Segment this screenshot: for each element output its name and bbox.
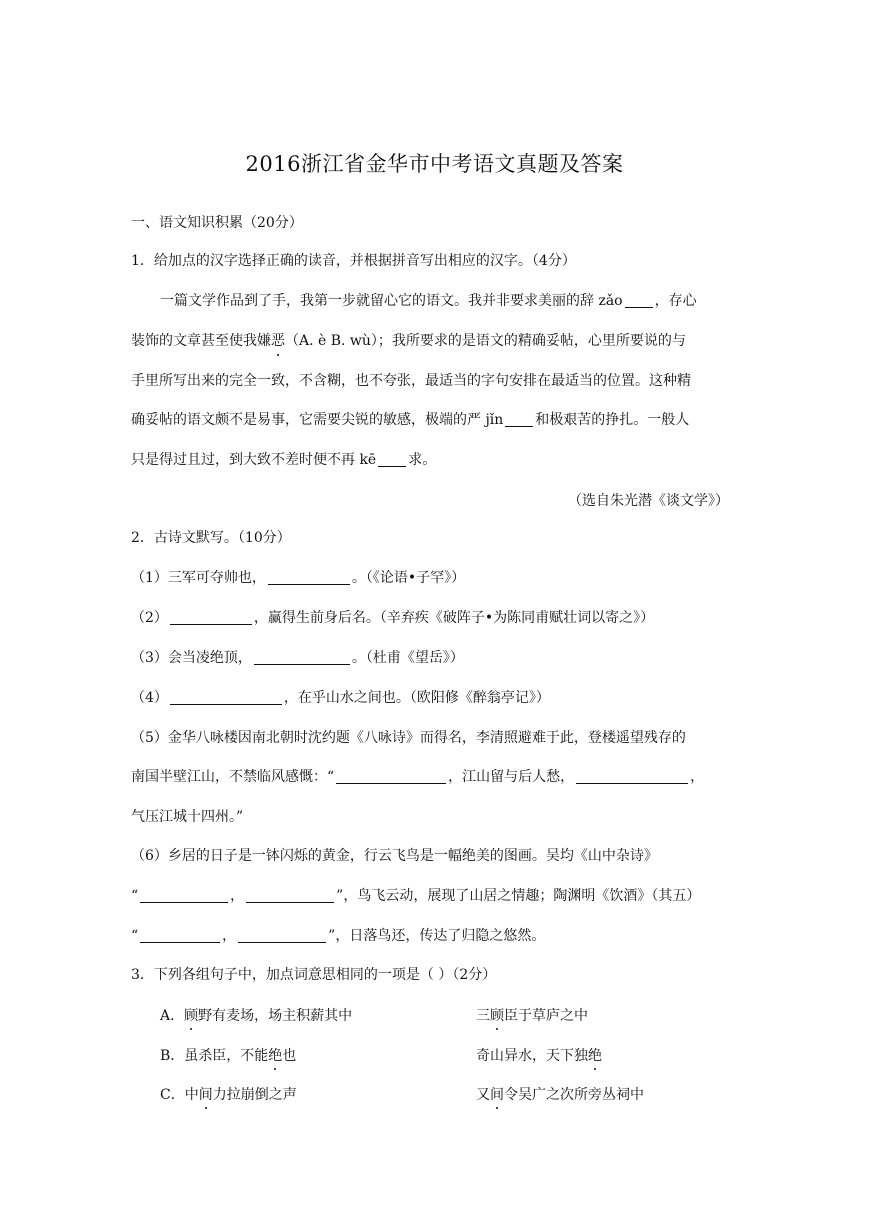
q3-option-c-left[interactable]	[160, 1084, 297, 1104]
option-text: B．虽杀臣，不能	[160, 1048, 269, 1064]
q1-passage-line-2	[131, 331, 686, 351]
q2-text: （3）会当凌绝顶，	[131, 650, 252, 666]
dotted-character: 间	[199, 1084, 213, 1104]
option-text: 臣于草庐之中	[504, 1008, 588, 1024]
q1-stem: 1．给加点的汉字选择正确的读音，并根据拼音写出相应的汉字。（4分）	[131, 253, 576, 269]
answer-blank[interactable]	[140, 888, 228, 903]
q2-stem: 2．古诗文默写。（10分）	[131, 530, 291, 546]
q2-text: （2）	[131, 610, 168, 626]
q1-text: 只是得过且过，到大致不差时便不再 kē	[131, 452, 377, 468]
answer-blank[interactable]	[505, 412, 533, 427]
q1-text: 和极艰苦的挣扎。一般人	[535, 412, 690, 428]
answer-blank[interactable]	[625, 293, 653, 308]
option-text: 令吴广之次所旁丛祠中	[504, 1087, 644, 1103]
q1-passage-line-4	[131, 410, 689, 430]
answer-blank[interactable]	[246, 888, 334, 903]
q2-item-5-line-1: （5）金华八咏楼因南北朝时沈约题《八咏诗》而得名，李清照避难于此，登楼遥望残存的	[131, 730, 686, 746]
dotted-character: 顾	[184, 1005, 198, 1025]
q1-text: 装饰的文章甚至使我嫌	[131, 333, 271, 349]
answer-blank[interactable]	[378, 452, 406, 467]
dotted-character: 恶	[271, 333, 285, 349]
answer-blank[interactable]	[576, 769, 688, 784]
q2-text: （4）	[131, 690, 168, 706]
q2-text: ”，日落鸟还，传达了归隐之悠然。	[328, 928, 546, 944]
answer-blank[interactable]	[336, 769, 446, 784]
q2-item-4	[131, 688, 550, 708]
q2-item-1	[131, 568, 465, 588]
option-text: 野有麦场，场主积薪其中	[198, 1008, 353, 1024]
answer-blank[interactable]	[254, 650, 350, 665]
q1-text: ，存心	[654, 293, 697, 309]
q2-text: ，江山留与后人愁，	[448, 769, 575, 785]
q1-passage-line-3: 手里所写出来的完全一致，不含糊，也不夸张，最适当的字句安排在最适当的位置。这种精	[131, 373, 691, 389]
answer-blank[interactable]	[238, 928, 326, 943]
q3-option-b-left[interactable]	[160, 1045, 296, 1065]
q1-text: 一篇文学作品到了手，我第一步就留心它的语文。我并非要求美丽的辞 zǎo	[160, 293, 623, 309]
q2-text: ，	[222, 928, 237, 944]
option-text: C．中	[160, 1087, 199, 1103]
option-text: 力拉崩倒之声	[212, 1087, 297, 1103]
q2-text: “	[131, 928, 139, 944]
q2-item-3	[131, 648, 464, 668]
q3-stem: 3．下列各组句子中，加点词意思相同的一项是（ ）（2分）	[131, 967, 497, 983]
q1-text: 求。	[408, 452, 437, 468]
q2-text: ”，鸟飞云动，展现了山居之情趣；陶渊明《饮酒》（其五）	[336, 888, 701, 904]
q2-text: ，赢得生前身后名。（辛弃疾《破阵子•为陈同甫赋壮词以寄之》）	[253, 610, 655, 626]
dotted-character: 绝	[588, 1045, 602, 1065]
q3-option-a-right	[476, 1005, 588, 1025]
q2-text: ，	[690, 769, 705, 785]
q3-option-b-right	[476, 1045, 602, 1065]
dotted-character: 绝	[268, 1045, 282, 1065]
q2-item-5-line-3: 气压江城十四州。”	[131, 809, 244, 825]
answer-blank[interactable]	[170, 610, 252, 625]
q2-item-5-line-2	[131, 767, 704, 787]
q2-text: 南国半壁江山，不禁临风感慨：“	[131, 769, 335, 785]
q1-passage-line-1	[160, 291, 697, 311]
q2-text: 。（《论语•子罕》）	[351, 570, 466, 586]
answer-blank[interactable]	[268, 570, 350, 585]
answer-blank[interactable]	[140, 928, 220, 943]
q1-passage-line-5	[131, 450, 436, 470]
q1-text: （A. è B. wù）；我所要求的是语文的精确妥帖，心里所要说的与	[285, 333, 686, 349]
q3-option-c-right	[476, 1084, 644, 1104]
q2-text: （1）三军可夺帅也，	[131, 570, 266, 586]
q2-text: ，在乎山水之间也。（欧阳修《醉翁亭记》）	[283, 690, 550, 706]
section-heading: 一、语文知识积累（20分）	[131, 215, 303, 231]
option-text: 奇山异水，天下独	[476, 1048, 588, 1064]
option-text: A．	[160, 1008, 185, 1024]
page-title: 2016浙江省金华市中考语文真题及答案	[245, 152, 624, 176]
q3-option-a-left[interactable]	[160, 1005, 352, 1025]
dotted-character: 顾	[490, 1005, 504, 1025]
q2-item-6-line-2	[131, 886, 700, 906]
dotted-character: 间	[490, 1084, 504, 1104]
q2-item-6-line-3	[131, 926, 545, 946]
q1-source: （选自朱光潜《谈文学》）	[568, 493, 729, 509]
q2-item-6-line-1: （6）乡居的日子是一钵闪烁的黄金，行云飞鸟是一幅绝美的图画。吴均《山中杂诗》	[131, 848, 658, 864]
q2-text: ，	[230, 888, 245, 904]
q1-text: 确妥帖的语文颇不是易事，它需要尖锐的敏感，极端的严 jǐn	[131, 412, 504, 428]
q2-text: 。（杜甫《望岳》）	[351, 650, 464, 666]
q2-item-2	[131, 608, 654, 628]
option-text: 也	[282, 1048, 297, 1064]
answer-blank[interactable]	[170, 690, 282, 705]
q2-text: “	[131, 888, 139, 904]
option-text: 又	[476, 1087, 490, 1103]
option-text: 三	[476, 1008, 490, 1024]
